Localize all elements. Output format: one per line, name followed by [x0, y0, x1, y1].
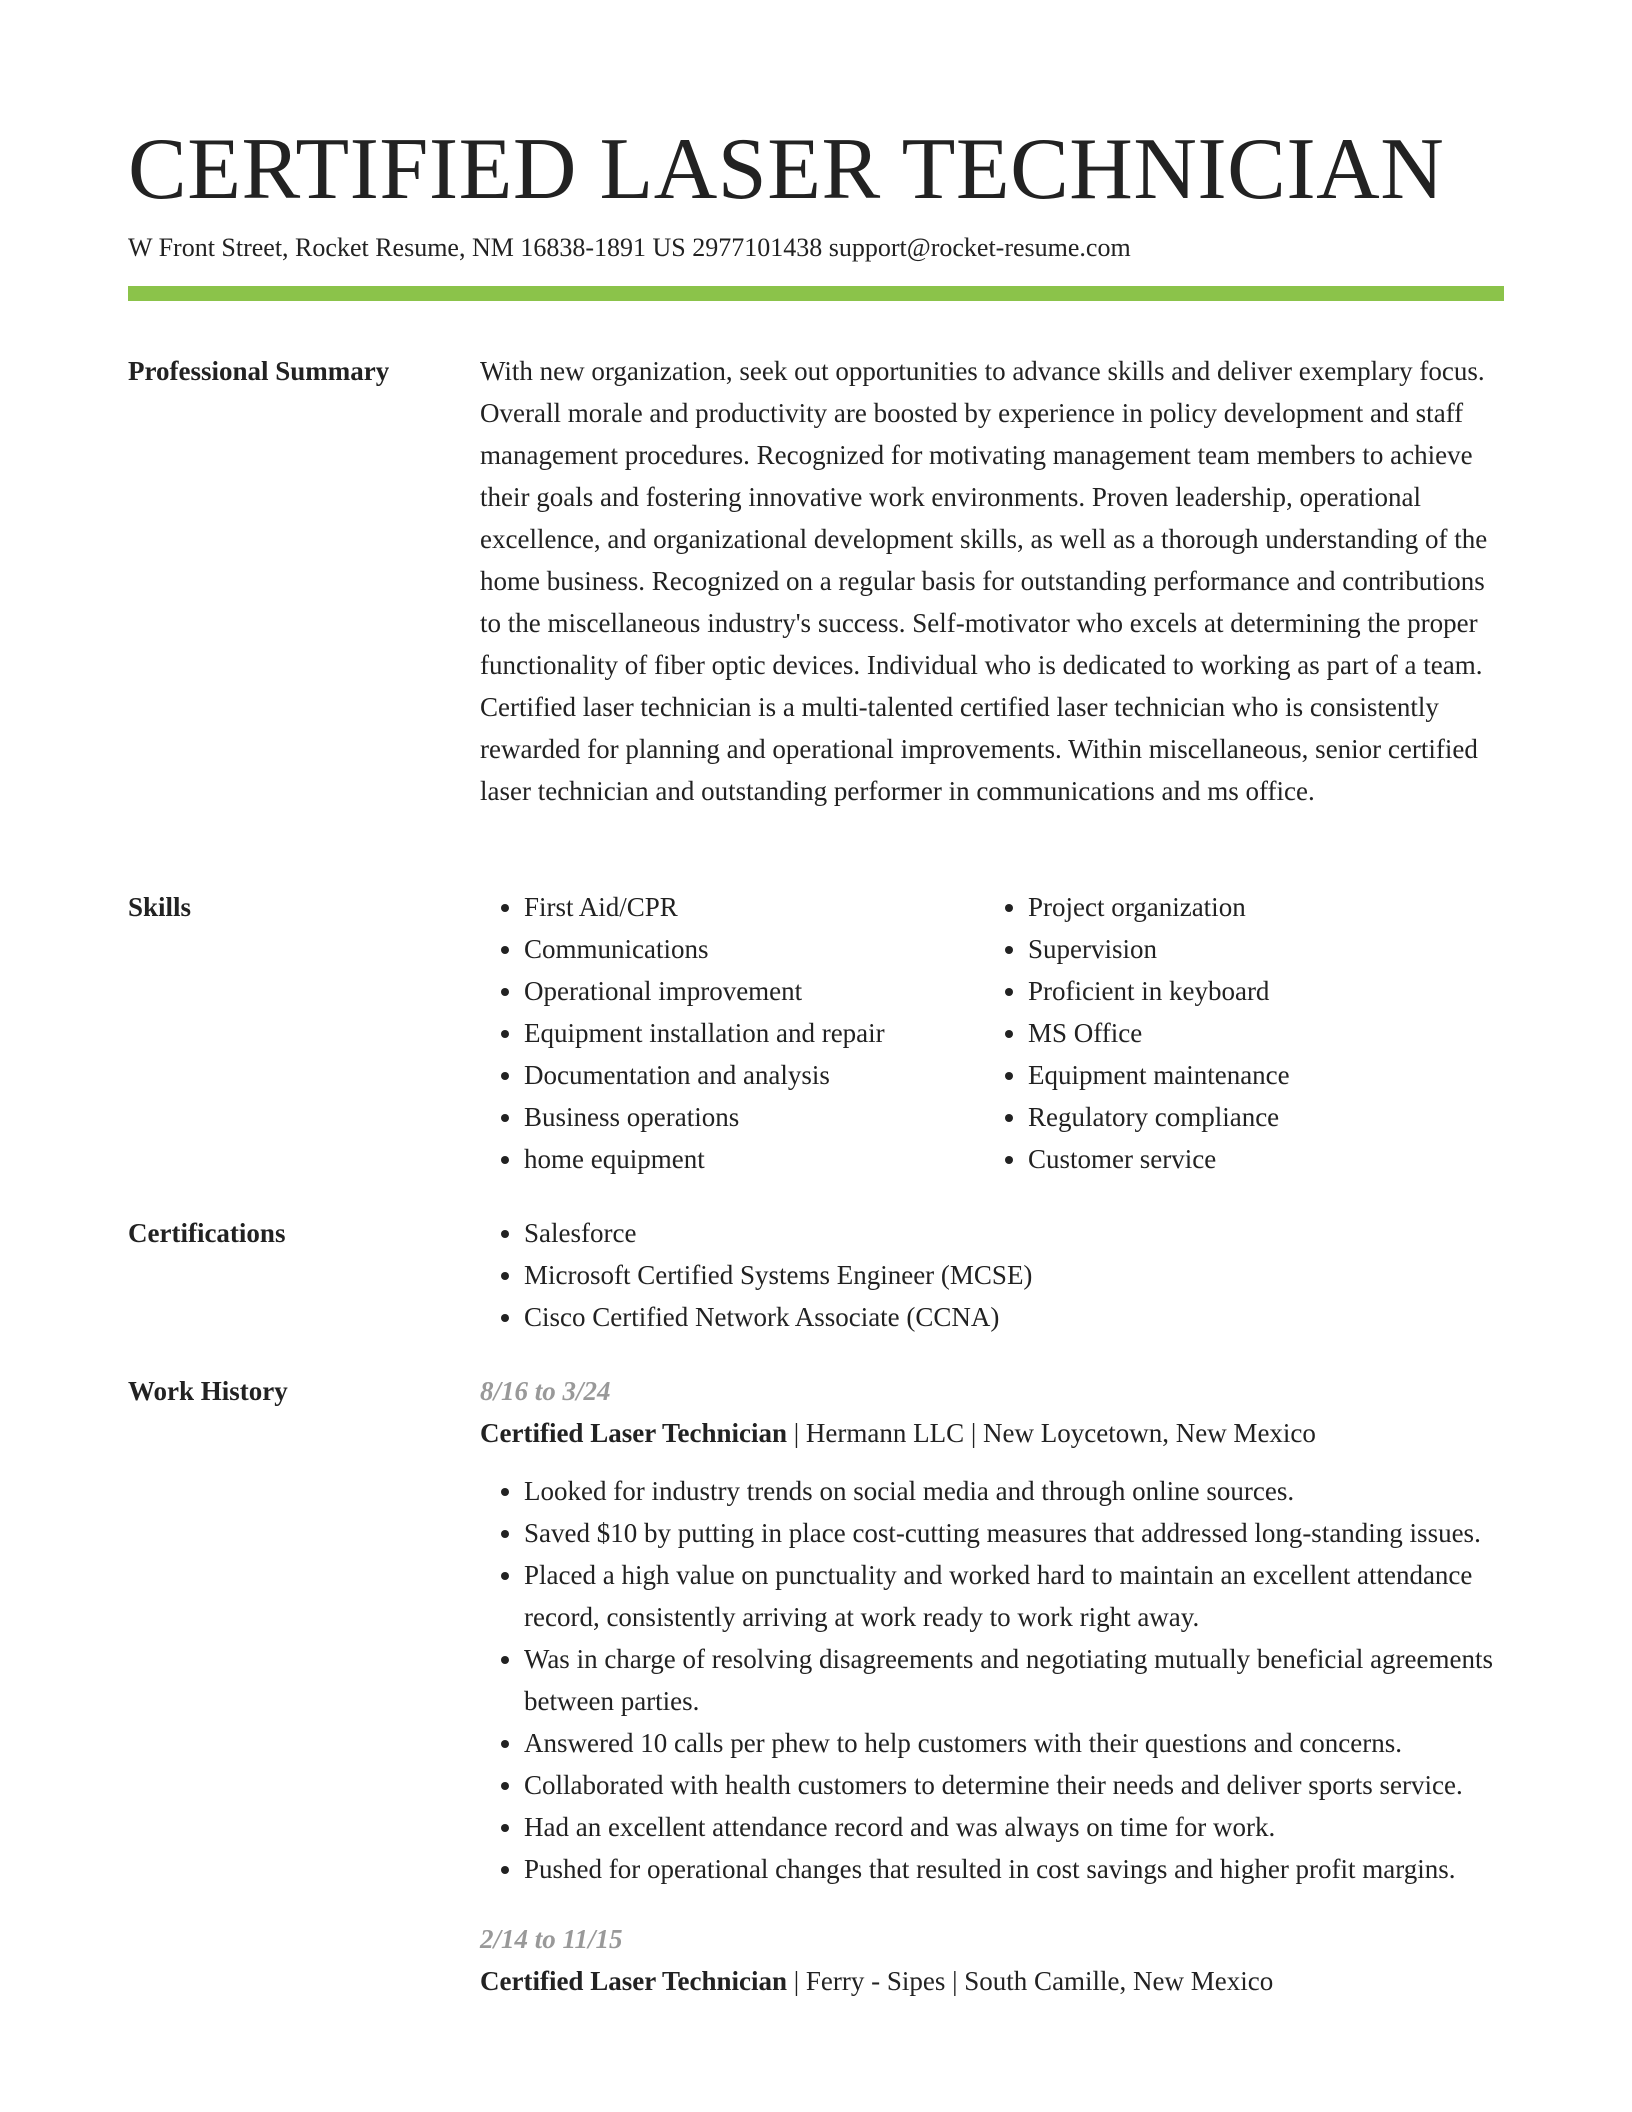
certification-item: • Microsoft Certified Systems Engineer (MCSE)	[524, 1254, 1504, 1296]
job-bullet: • Collaborated with health customers to determine their needs and deliver sports service.	[524, 1764, 1504, 1806]
skills-heading: Skills	[128, 892, 192, 922]
certifications-heading: Certifications	[128, 1218, 286, 1248]
skills-list-left	[480, 886, 984, 1180]
skill-item: • Proficient in keyboard	[1028, 970, 1488, 1012]
job-role: Certified Laser Technician	[480, 1966, 787, 1996]
job-bullet-list	[480, 1470, 1504, 1890]
job-employer-location: | Hermann LLC | New Loycetown, New Mexico	[787, 1418, 1316, 1448]
skill-item: • Customer service	[1028, 1138, 1488, 1180]
skills-list-right	[984, 886, 1488, 1180]
job-title-line	[480, 1960, 1504, 2002]
job-entry	[480, 1918, 1504, 2002]
contact-info: W Front Street, Rocket Resume, NM 16838-1891 US 2977101438 support@rocket-resume.com	[128, 233, 1131, 262]
job-bullet: • Answered 10 calls per phew to help customers with their questions and concerns.	[524, 1722, 1504, 1764]
job-dates: 2/14 to 11/15	[480, 1924, 623, 1954]
job-bullet: • Looked for industry trends on social media and through online sources.	[524, 1470, 1504, 1512]
skill-item: • home equipment	[524, 1138, 984, 1180]
skill-item: • MS Office	[1028, 1012, 1488, 1054]
skill-item: • Operational improvement	[524, 970, 984, 1012]
certification-item: • Cisco Certified Network Associate (CCNA)	[524, 1296, 1504, 1338]
skill-item: • Documentation and analysis	[524, 1054, 984, 1096]
job-dates: 8/16 to 3/24	[480, 1376, 611, 1406]
job-title-line	[480, 1412, 1504, 1454]
job-bullet: • Had an excellent attendance record and was always on time for work.	[524, 1806, 1504, 1848]
certification-item: • Salesforce	[524, 1212, 1504, 1254]
job-bullet: • Placed a high value on punctuality and worked hard to maintain an excellent attendance record, consistently arriving at work ready to work right away.	[524, 1554, 1504, 1638]
work-history-heading: Work History	[128, 1376, 288, 1406]
summary-text: With new organization, seek out opportunities to advance skills and deliver exemplary focus. Overall morale and productivity are boosted by experience in policy development and staff management procedures. Recognized for motivating management team members to achieve their goals and fostering innovative work environments. Proven leadership, operational excellence, and organizational development skills, as well as a thorough understanding of the home business. Recognized on a regular basis for outstanding performance and contributions to the miscellaneous industry's success. Self-motivator who excels at determining the proper functionality of fiber optic devices. Individual who is dedicated to working as part of a team. Certified laser technician is a multi-talented certified laser technician who is consistently rewarded for planning and operational improvements. Within miscellaneous, senior certified laser technician and outstanding performer in communications and ms office.	[480, 356, 1488, 806]
job-employer-location: | Ferry - Sipes | South Camille, New Mexico	[787, 1966, 1274, 1996]
header-divider	[128, 286, 1504, 301]
job-entry	[480, 1370, 1504, 1890]
job-role: Certified Laser Technician	[480, 1418, 787, 1448]
job-bullet: • Was in charge of resolving disagreements and negotiating mutually beneficial agreements between parties.	[524, 1638, 1504, 1722]
skill-item: • Regulatory compliance	[1028, 1096, 1488, 1138]
skill-item: • Equipment installation and repair	[524, 1012, 984, 1054]
skill-item: • Project organization	[1028, 886, 1488, 928]
skill-item: • Communications	[524, 928, 984, 970]
certifications-list	[480, 1212, 1504, 1338]
job-bullet: • Saved $10 by putting in place cost-cutting measures that addressed long-standing issues.	[524, 1512, 1504, 1554]
skill-item: • First Aid/CPR	[524, 886, 984, 928]
job-bullet: • Pushed for operational changes that resulted in cost savings and higher profit margins.	[524, 1848, 1504, 1890]
skill-item: • Supervision	[1028, 928, 1488, 970]
skill-item: • Business operations	[524, 1096, 984, 1138]
summary-heading: Professional Summary	[128, 356, 390, 386]
skill-item: • Equipment maintenance	[1028, 1054, 1488, 1096]
resume-title: CERTIFIED LASER TECHNICIAN	[128, 121, 1445, 218]
